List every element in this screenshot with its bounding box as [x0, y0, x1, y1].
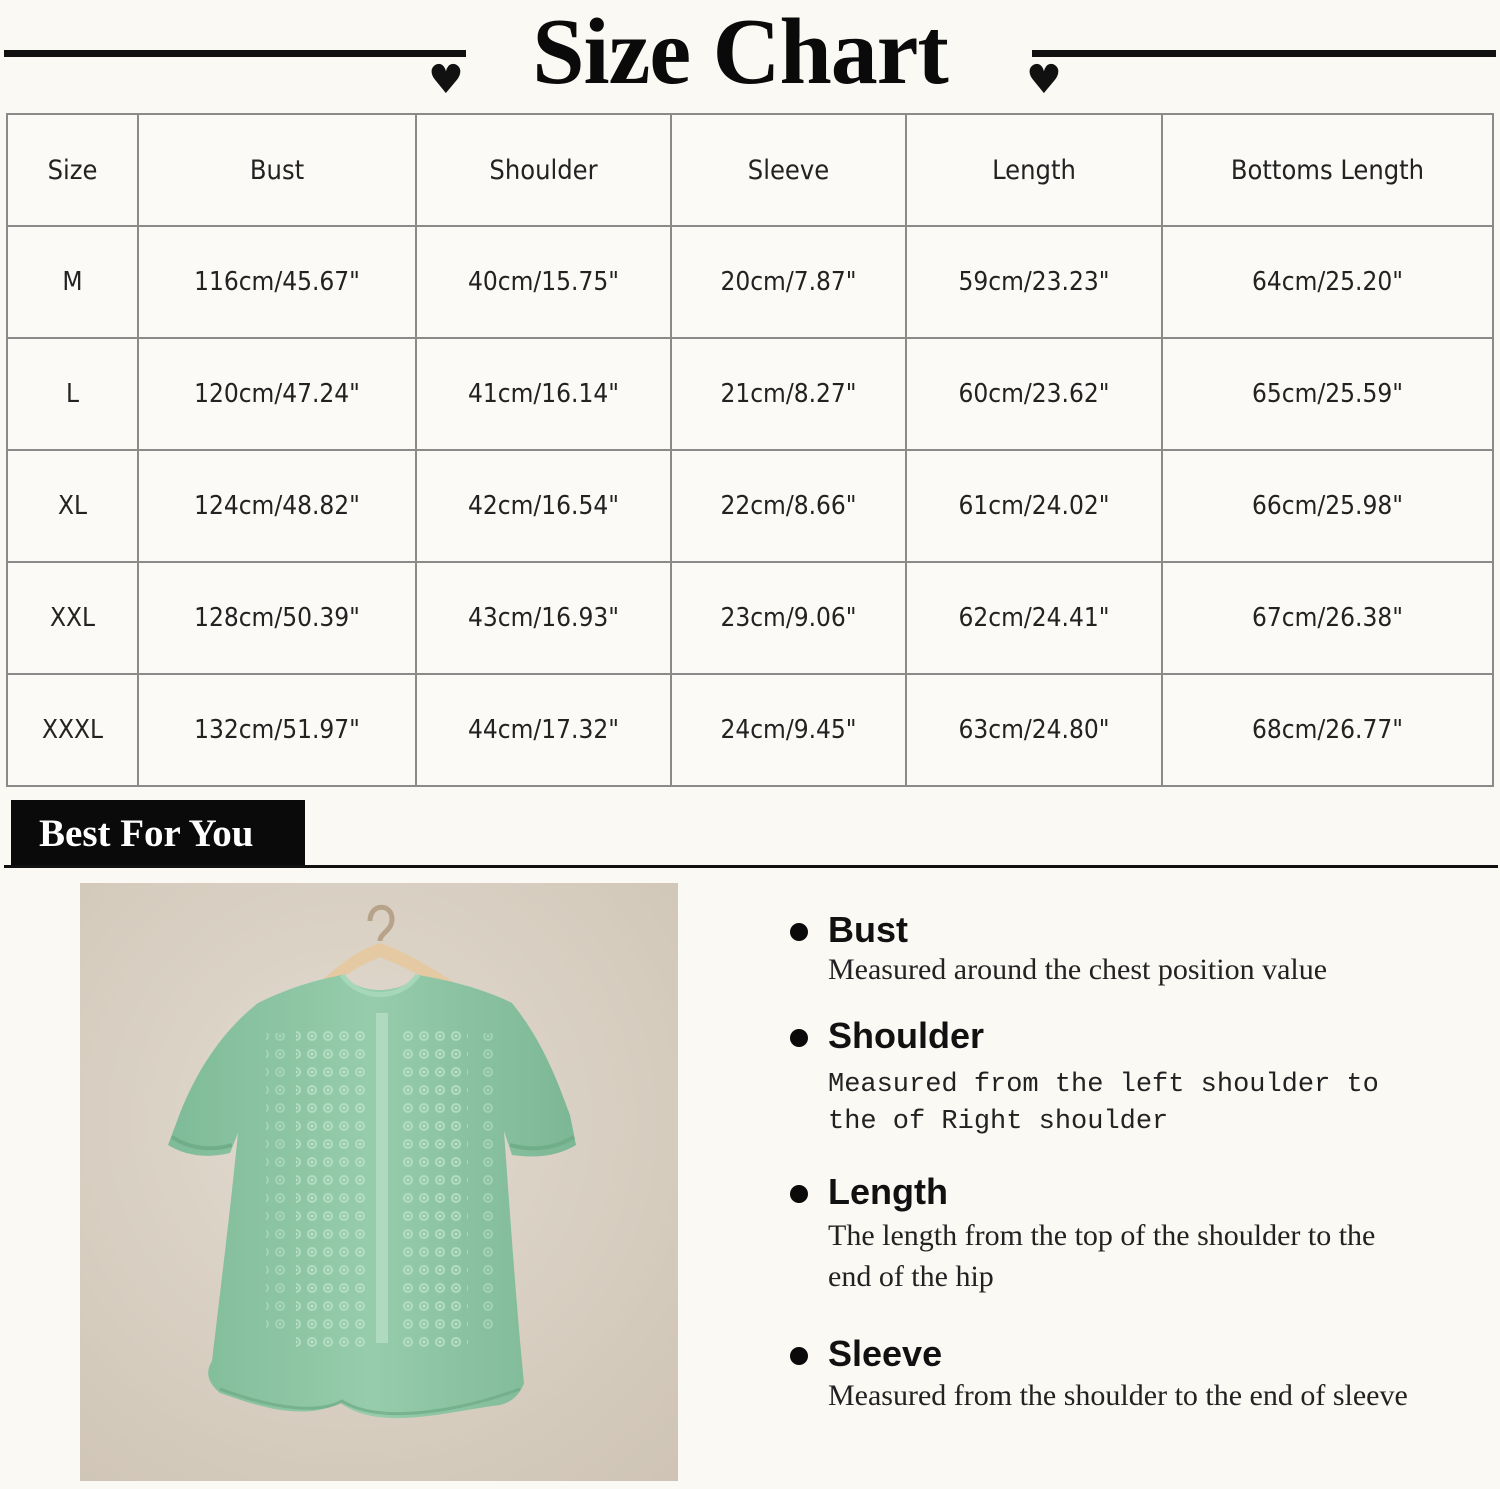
table-cell: 61cm/24.02" — [906, 450, 1162, 562]
table-cell: 21cm/8.27" — [671, 338, 906, 450]
table-cell: 59cm/23.23" — [906, 226, 1162, 338]
table-cell: XL — [7, 450, 138, 562]
table-cell: XXL — [7, 562, 138, 674]
column-header-bottoms-length: Bottoms Length — [1162, 114, 1493, 226]
product-photo — [80, 883, 678, 1481]
column-header-size: Size — [7, 114, 138, 226]
title-rule-left — [4, 50, 466, 57]
shirt-illustration — [80, 883, 678, 1481]
table-cell: 23cm/9.06" — [671, 562, 906, 674]
table-cell: 120cm/47.24" — [138, 338, 416, 450]
table-cell: 116cm/45.67" — [138, 226, 416, 338]
note-description: The length from the top of the shoulder to the end of the hip — [828, 1219, 1376, 1293]
note-title: Sleeve — [828, 1333, 943, 1374]
heart-icon: ♥ — [428, 57, 464, 103]
table-cell: 44cm/17.32" — [416, 674, 671, 786]
table-cell: 41cm/16.14" — [416, 338, 671, 450]
table-cell: 20cm/7.87" — [671, 226, 906, 338]
table-cell: 60cm/23.62" — [906, 338, 1162, 450]
table-cell: XXXL — [7, 674, 138, 786]
column-header-shoulder: Shoulder — [416, 114, 671, 226]
table-cell: 62cm/24.41" — [906, 562, 1162, 674]
table-cell: 132cm/51.97" — [138, 674, 416, 786]
table-cell: 68cm/26.77" — [1162, 674, 1493, 786]
size-table — [6, 113, 1494, 787]
table-cell: 42cm/16.54" — [416, 450, 671, 562]
table-cell: L — [7, 338, 138, 450]
bullet-icon — [790, 1185, 808, 1203]
table-cell: 22cm/8.66" — [671, 450, 906, 562]
table-cell: 63cm/24.80" — [906, 674, 1162, 786]
note-description: Measured around the chest position value — [828, 953, 1328, 986]
note-title: Length — [828, 1171, 948, 1212]
table-row — [7, 226, 1493, 338]
table-cell: 66cm/25.98" — [1162, 450, 1493, 562]
note-title: Bust — [828, 909, 908, 950]
column-header-bust: Bust — [138, 114, 416, 226]
table-header-row — [7, 114, 1493, 226]
table-cell: 24cm/9.45" — [671, 674, 906, 786]
table-row — [7, 562, 1493, 674]
table-cell: M — [7, 226, 138, 338]
table-cell: 65cm/25.59" — [1162, 338, 1493, 450]
column-header-length: Length — [906, 114, 1162, 226]
table-row — [7, 674, 1493, 786]
note-title: Shoulder — [828, 1015, 985, 1056]
table-cell: 40cm/15.75" — [416, 226, 671, 338]
table-cell: 43cm/16.93" — [416, 562, 671, 674]
table-cell: 64cm/25.20" — [1162, 226, 1493, 338]
table-row — [7, 338, 1493, 450]
page-title: Size Chart — [532, 0, 948, 104]
table-cell: 124cm/48.82" — [138, 450, 416, 562]
section-label: Best For You — [11, 800, 305, 867]
title-rule-right — [1032, 50, 1496, 57]
table-row — [7, 450, 1493, 562]
note-description: Measured from the left shoulder to the of Right shoulder — [828, 1070, 1379, 1137]
header — [0, 0, 1500, 110]
note-description: Measured from the shoulder to the end of sleeve — [828, 1379, 1408, 1412]
table-cell: 128cm/50.39" — [138, 562, 416, 674]
bullet-icon — [790, 1347, 808, 1365]
bullet-icon — [790, 1029, 808, 1047]
section-divider — [4, 865, 1498, 868]
heart-icon: ♥ — [1026, 57, 1062, 103]
column-header-sleeve: Sleeve — [671, 114, 906, 226]
table-cell: 67cm/26.38" — [1162, 562, 1493, 674]
bullet-icon — [790, 923, 808, 941]
